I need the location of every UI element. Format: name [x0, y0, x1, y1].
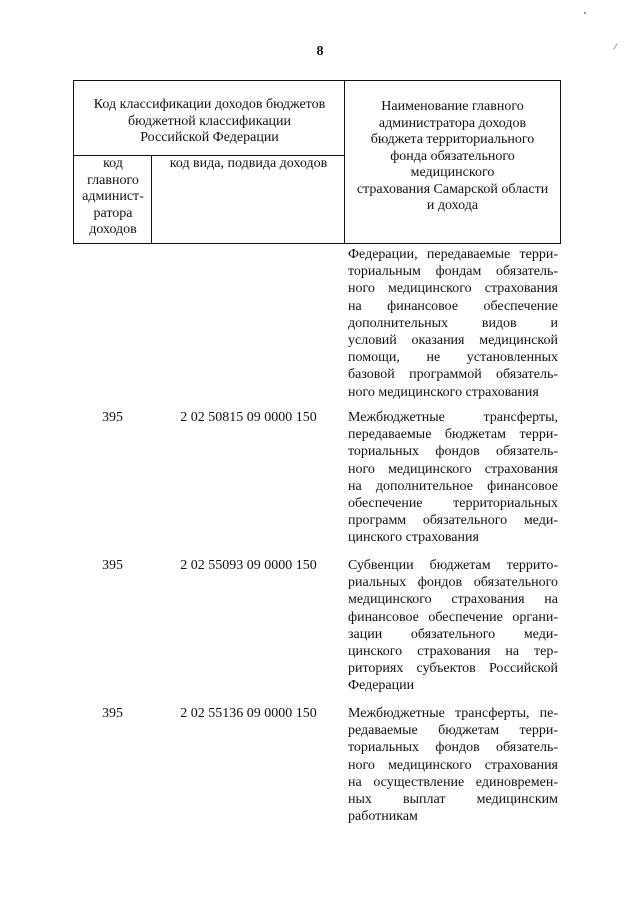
- header-code-group-line: бюджетной классификации: [127, 113, 292, 129]
- header-type-code: [151, 155, 345, 244]
- row-name-line: Федерации: [348, 678, 415, 694]
- header-name-line: медицинского: [410, 165, 495, 180]
- header-admin-code-line: код: [103, 156, 123, 171]
- scan-speck: [584, 12, 586, 14]
- row-type-code: 2 02 55136 09 0000 150: [180, 706, 317, 721]
- row-name-line: ного медицинского страхования: [348, 757, 558, 773]
- row-name-line: цинского страхования: [348, 530, 479, 546]
- header-admin-code: [73, 155, 152, 244]
- row-name-line: ного медицинского страхования: [348, 384, 539, 400]
- row-admin-code: 395: [102, 706, 123, 721]
- header-admin-code-line: ратора: [93, 205, 133, 221]
- row-name-line: обеспечение территориальных: [348, 495, 558, 511]
- row-name-line: медицинского страхования на: [348, 592, 558, 608]
- header-name-line: фонда обязательного: [390, 148, 515, 164]
- header-type-code-label: код вида, подвида доходов: [169, 156, 328, 171]
- row-name: [348, 246, 558, 401]
- row-name-line: Межбюджетные трансферты, пе-: [348, 706, 558, 721]
- row-name-line: финансовое обеспечение органи-: [348, 609, 558, 625]
- row-name-line: редаваемые бюджетам терри-: [348, 723, 558, 739]
- header-name-line: администратора доходов: [378, 115, 527, 131]
- row-name-line: зации обязательного меди-: [348, 626, 558, 642]
- row-type-code: 2 02 50815 09 0000 150: [180, 410, 317, 425]
- row-name-line: на осуществление единовремен-: [348, 774, 558, 790]
- row-name-line: ториальных фондов обязатель-: [348, 444, 558, 460]
- row-name: [348, 705, 558, 825]
- header-name-line: Наименование главного: [381, 99, 524, 114]
- row-admin-code: 395: [102, 410, 123, 425]
- row-name-line: ного медицинского страхования: [348, 461, 558, 477]
- row-name-line: Субвенции бюджетам террито-: [348, 558, 558, 573]
- header-admin-code-line: главного: [87, 172, 139, 188]
- header-admin-code-line: админист-: [82, 189, 144, 204]
- row-admin-code: 395: [102, 558, 123, 573]
- header-name-line: страхования Самарской области: [356, 181, 549, 197]
- header-admin-code-line: доходов: [89, 222, 137, 237]
- row-name-line: ториальных фондов обязатель-: [348, 740, 558, 756]
- row-name-line: передаваемые бюджетам терри-: [348, 427, 558, 443]
- header-code-group-line: Код классификации доходов бюджетов: [93, 97, 326, 112]
- row-name-line: цинского страхования на тер-: [348, 643, 558, 659]
- page-number: 8: [316, 44, 324, 59]
- row-type-code: 2 02 55093 09 0000 150: [180, 558, 317, 573]
- row-name-line: дополнительных видов и: [348, 315, 558, 331]
- row-name-line: ториальным фондам обязатель-: [348, 264, 558, 280]
- row-name-line: риальных фондов обязательного: [348, 575, 558, 591]
- row-name: [348, 557, 558, 695]
- row-name-line: базовой программой обязатель-: [348, 367, 558, 383]
- row-name-line: ных выплат медицинским: [348, 791, 558, 807]
- header-name-line: и дохода: [426, 198, 479, 213]
- row-name-line: условий оказания медицинской: [348, 332, 558, 348]
- row-name-line: программ обязательного меди-: [348, 513, 558, 529]
- row-name: [348, 409, 558, 547]
- row-name-line: работникам: [348, 809, 418, 825]
- row-name-line: на дополнительное финансовое: [348, 478, 558, 494]
- row-name-line: Межбюджетные трансферты,: [348, 410, 558, 425]
- header-code-group-line: Российской Федерации: [140, 130, 279, 145]
- header-code-group: [73, 80, 345, 156]
- row-name-line: Федерации, передаваемые терри-: [348, 247, 558, 262]
- header-name: [344, 80, 561, 244]
- row-name-line: риториях субъектов Российской: [348, 661, 558, 677]
- row-name-line: помощи, не установленных: [348, 350, 558, 366]
- header-name-line: бюджета территориального: [370, 132, 535, 147]
- row-name-line: ного медицинского страхования: [348, 281, 558, 297]
- row-name-line: на финансовое обеспечение: [348, 298, 558, 314]
